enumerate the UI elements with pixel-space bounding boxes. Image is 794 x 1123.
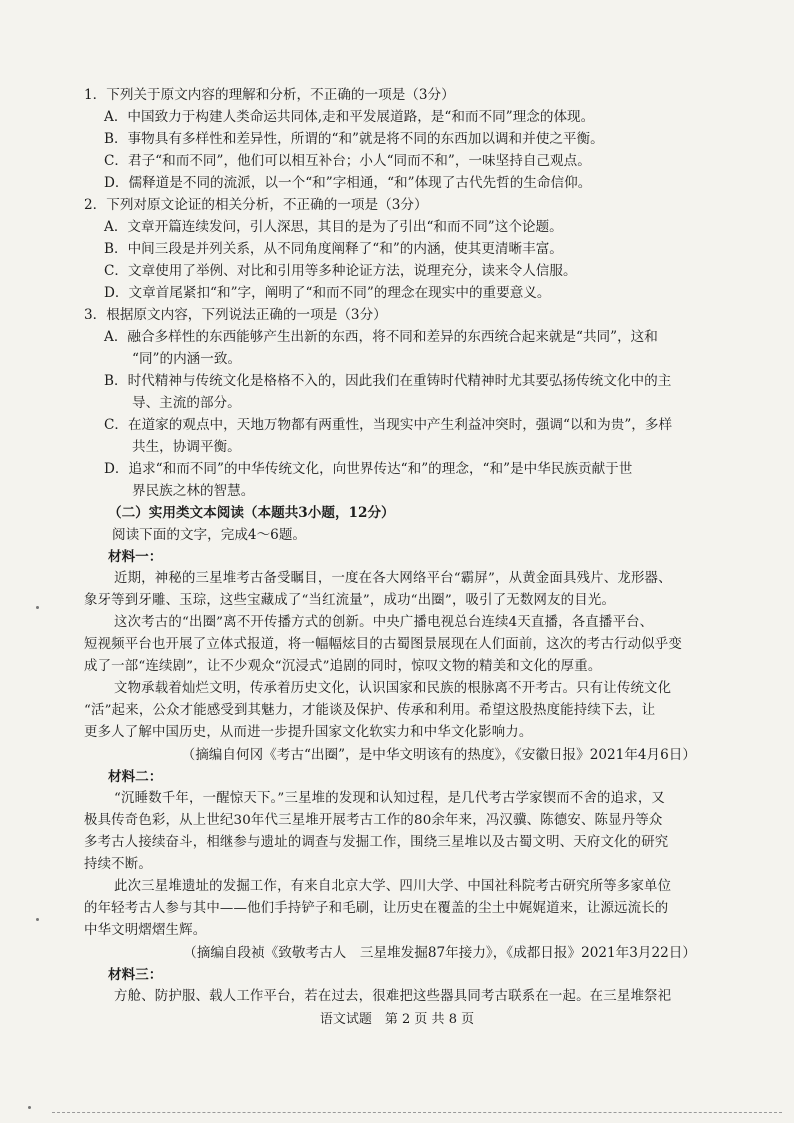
- answer-option: 导、主流的部分。: [132, 395, 241, 411]
- page-content: [84, 84, 696, 1008]
- material-text-line: 这次考古的“出圈”离不开传播方式的创新。中央广播电视总台连续4天直播，各直播平台、: [114, 615, 654, 630]
- material-label: 材料三：: [108, 967, 163, 983]
- material-text-line: 文物承载着灿烂文明，传承着历史文化，认识国家和民族的根脉离不开考古。只有让传统文化: [114, 681, 672, 696]
- scan-speck: [36, 606, 39, 609]
- material-text-line: 极具传奇色彩，从上世纪30年代三星堆开展考古工作的80余年来，冯汉骥、陈德安、陈显丹等众: [84, 813, 663, 828]
- material-text-line: 持续不断。: [84, 857, 152, 872]
- page-footer: 语文试题 第 2 页 共 8 页: [319, 1012, 475, 1027]
- material-text-line: 象牙等到牙雕、玉琮，这些宝藏成了“当红流量”，成功“出圈”，吸引了无数网友的目光。: [84, 593, 616, 608]
- material-text-line: 多考古人接续奋斗，相继参与遗址的调查与发掘工作，围绕三星堆以及古蜀文明、天府文化的研究: [84, 835, 669, 850]
- scan-speck: [28, 1106, 31, 1109]
- answer-option: B．时代精神与传统文化是格格不入的，因此我们在重铸时代精神时尤其要弘扬传统文化中的主: [104, 373, 672, 389]
- material-text-line: 近期，神秘的三星堆考古备受瞩目，一度在各大网络平台“霸屏”，从黄金面具残片、龙形器、: [114, 571, 672, 586]
- scan-speck: [36, 918, 39, 921]
- section-heading: （二）实用类文本阅读（本题共3小题，12分）: [108, 505, 395, 521]
- material-label: 材料一：: [108, 549, 163, 565]
- material-text-line: 此次三星堆遗址的发掘工作，有来自北京大学、四川大学、中国社科院考古研究所等多家单位: [114, 879, 672, 894]
- answer-option: A．融合多样性的东西能够产生出新的东西，将不同和差异的东西统合起来就是“共同”，这和: [104, 329, 658, 345]
- answer-option: B．事物具有多样性和差异性，所谓的“和”就是将不同的东西加以调和并使之平衡。: [104, 131, 604, 147]
- material-text-line: 更多人了解中国历史，从而进一步提升国家文化软实力和中华文化影响力。: [84, 725, 533, 740]
- material-source: （摘编自何冈《考古“出圈”，是中华文明该有的热度》，《安徽日报》2021年4月6日）: [181, 747, 696, 763]
- question-stem: 3．根据原文内容，下列说法正确的一项是（3分）: [84, 307, 387, 323]
- answer-option: D．追求“和而不同”的中华传统文化，向世界传达“和”的理念，“和”是中华民族贡献于世: [104, 461, 633, 477]
- answer-option: 界民族之林的智慧。: [132, 483, 255, 499]
- answer-option: D．文章首尾紧扣“和”字，阐明了“和而不同”的理念在现实中的重要意义。: [104, 285, 551, 301]
- section-instruction: 阅读下面的文字，完成4～6题。: [112, 527, 307, 543]
- material-text-line: “活”起来，公众才能感受到其魅力，才能谈及保护、传承和利用。希望这股热度能持续下去，让: [84, 703, 656, 718]
- material-text-line: 成了一部“连续剧”，让不少观众“沉浸式”追剧的同时，惊叹文物的精美和文化的厚重。: [84, 659, 602, 674]
- answer-option: A．中国致力于构建人类命运共同体,走和平发展道路，是“和而不同”理念的体现。: [104, 109, 595, 125]
- material-text-line: 方舱、防护服、载人工作平台，若在过去，很难把这些器具同考古联系在一起。在三星堆祭祀: [114, 989, 672, 1004]
- answer-option: 共生，协调平衡。: [132, 439, 241, 455]
- answer-option: C．文章使用了举例、对比和引用等多种论证方法，说理充分，读来令人信服。: [104, 263, 577, 279]
- material-text-line: 短视频平台也开展了立体式报道，将一幅幅炫目的古蜀图景展现在人们面前，这次的考古行动似乎变: [84, 637, 682, 652]
- answer-option: D．儒释道是不同的流派，以一个“和”字相通，“和”体现了古代先哲的生命信仰。: [104, 175, 592, 191]
- bottom-dashed-line: [52, 1112, 782, 1113]
- material-text-line: 的年轻考古人参与其中——他们手持铲子和毛刷，让历史在覆盖的尘土中娓娓道来，让源远流长的: [84, 901, 669, 916]
- answer-option: C．在道家的观点中，天地万物都有两重性，当现实中产生利益冲突时，强调“以和为贵”，多样: [104, 417, 673, 433]
- answer-option: A．文章开篇连续发问，引人深思，其目的是为了引出“和而不同”这个论题。: [104, 219, 563, 235]
- answer-option: B．中间三段是并列关系，从不同角度阐释了“和”的内涵，使其更清晰丰富。: [104, 241, 563, 257]
- material-label: 材料二：: [108, 769, 163, 785]
- material-source: （摘编自段祯《致敬考古人 三星堆发掘87年接力》，《成都日报》2021年3月22日）: [183, 945, 696, 961]
- question-stem: 2．下列对原文论证的相关分析，不正确的一项是（3分）: [84, 197, 428, 213]
- answer-option: “同”的内涵一致。: [132, 351, 242, 367]
- answer-option: C．君子“和而不同”，他们可以相互补台；小人“同而不和”，一味坚持自己观点。: [104, 153, 591, 169]
- question-stem: 1．下列关于原文内容的理解和分析，不正确的一项是（3分）: [84, 87, 455, 103]
- material-text-line: 中华文明熠熠生辉。: [84, 923, 207, 938]
- material-text-line: “沉睡数千年，一醒惊天下。”三星堆的发现和认知过程，是几代考古学家锲而不舍的追求，又: [114, 791, 666, 806]
